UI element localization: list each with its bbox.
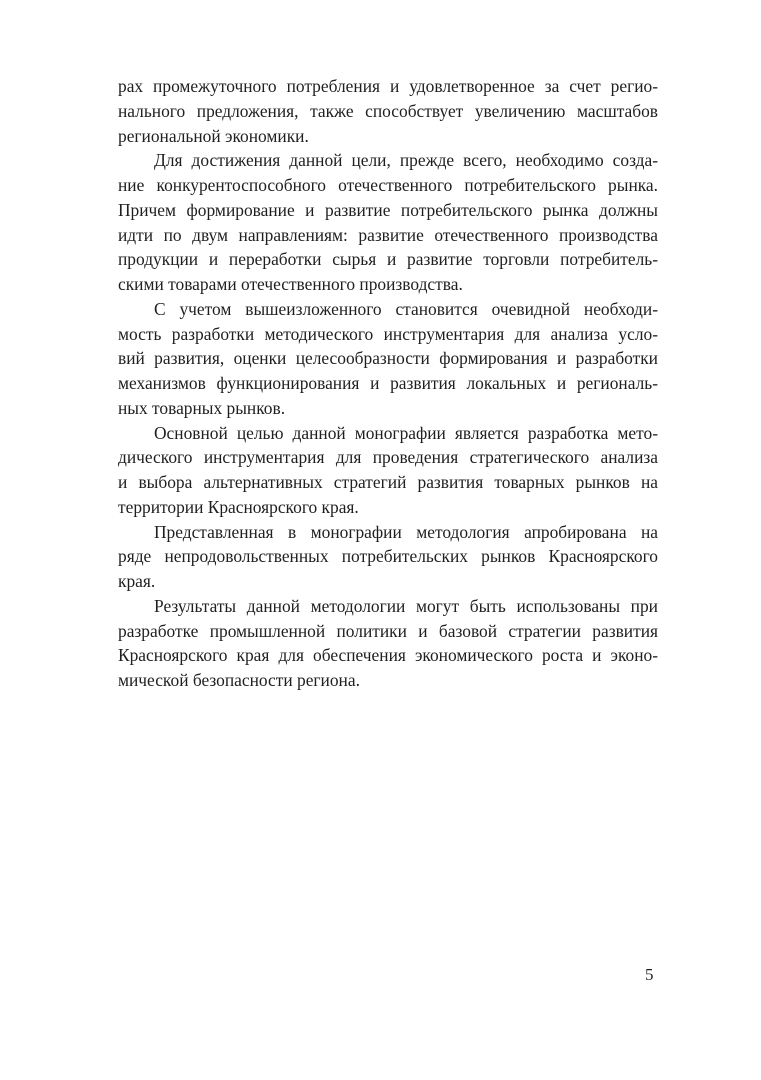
text-line: разработке промышленной политики и базовой стратегии развития — [118, 620, 658, 641]
text-line: мость разработки методического инструментария для анализа усло- — [118, 323, 658, 344]
text-line: нального предложения, также способствует увеличению масштабов — [118, 100, 658, 121]
text-line: мической безопасности региона. — [118, 670, 360, 690]
text-line: механизмов функционирования и развития локальных и региональ- — [118, 373, 658, 393]
text-line: края. — [118, 571, 156, 591]
text-line: Представленная в монографии методология апробирована на — [154, 521, 658, 542]
paragraph-goal — [118, 148, 658, 297]
paragraph-methodology — [118, 520, 658, 594]
text-line: ние конкурентоспособного отечественного потребительского рынка. — [118, 175, 658, 195]
text-line: рах промежуточного потребления и удовлетворенное за счет регио- — [118, 76, 658, 96]
text-line: ных товарных рынков. — [118, 397, 286, 418]
text-line: идти по двум направлениям: развитие отечественного производства — [118, 224, 658, 245]
text-line: скими товарами отечественного производства. — [118, 274, 463, 294]
text-line: С учетом вышеизложенного становится очевидной необходи- — [154, 298, 658, 319]
text-line: продукции и переработки сырья и развитие торговли потребитель- — [118, 249, 658, 270]
text-line: вий развития, оценки целесообразности формирования и разработки — [118, 348, 658, 369]
text-line: Причем формирование и развитие потребительского рынка должны — [118, 199, 658, 220]
paragraph-continuation — [118, 74, 658, 148]
text-line: территории Красноярского края. — [118, 496, 359, 517]
paragraph-necessity — [118, 297, 658, 421]
text-line: Красноярского края для обеспечения экономического роста и эконо- — [118, 645, 658, 666]
text-line: и выбора альтернативных стратегий развития товарных рынков на — [118, 472, 658, 492]
paragraph-monograph-aim — [118, 421, 658, 520]
text-line: ряде непродовольственных потребительских рынков Красноярского — [118, 546, 658, 567]
text-line: дического инструментария для проведения стратегического анализа — [118, 447, 658, 468]
page-number: 5 — [645, 965, 654, 984]
text-line: Для достижения данной цели, прежде всего, необходимо созда- — [154, 150, 658, 171]
paragraph-results — [118, 594, 658, 693]
text-line: Основной целью данной монографии является разработка мето- — [154, 422, 658, 443]
page-body — [118, 74, 658, 693]
text-line: региональной экономики. — [118, 125, 309, 146]
text-line: Результаты данной методологии могут быть использованы при — [154, 595, 658, 616]
